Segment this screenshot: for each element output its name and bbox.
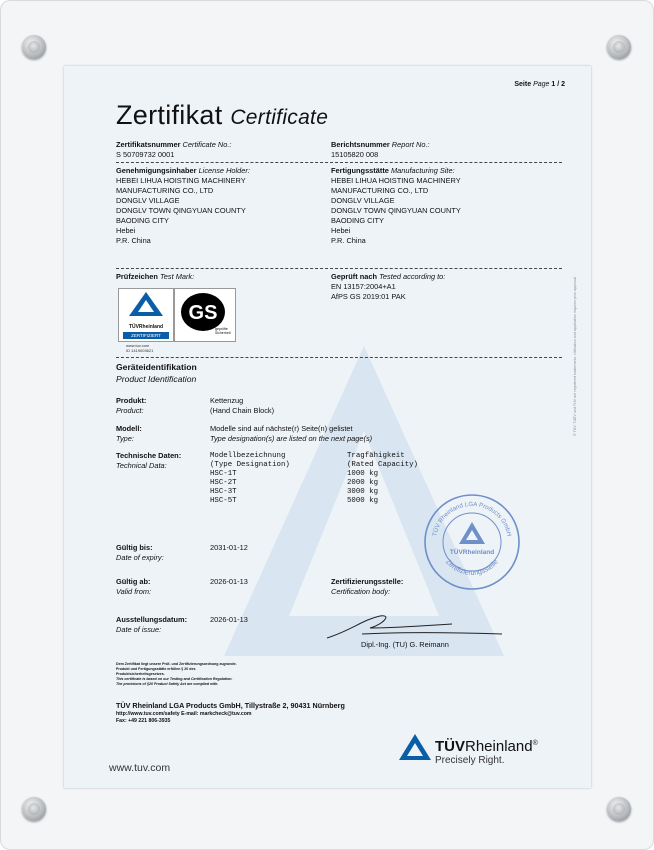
rated-capacity-column: Tragfähigkeit (Rated Capacity) 1000 kg 2000 kg 3000 kg 5000 kg — [347, 452, 418, 505]
type-designation-column: Modellbezeichnung (Type Designation) HSC-1T HSC-2T HSC-3T HSC-5T — [210, 452, 290, 505]
screw-bottom-left-icon — [22, 797, 46, 821]
screw-bottom-right-icon — [607, 797, 631, 821]
svg-text:TÜV Rheinland LGA Products Gmb — [431, 501, 512, 537]
product-value: Kettenzug (Hand Chain Block) — [210, 396, 275, 415]
stamp-bottom-text: Zertifizierungsstelle — [444, 558, 500, 577]
product-identification-heading: Geräteidentifikation Product Identification — [116, 362, 197, 384]
certificate-number: Zertifikatsnummer Certificate No.: S 50709732 0001 — [116, 140, 232, 159]
screw-top-left-icon — [22, 35, 46, 59]
signature-icon — [322, 612, 522, 642]
trademark-side-note: ® TÜV, TUEV und TUV are registered trademarks. Utilisation and application requires prior approval. — [573, 276, 577, 436]
tuv-triangle-icon — [119, 289, 173, 319]
screw-top-right-icon — [607, 35, 631, 59]
divider — [116, 268, 562, 269]
gs-test-mark: GS geprüfte Sicherheit — [174, 288, 236, 342]
test-mark-label: Prüfzeichen Test Mark: — [116, 272, 195, 281]
issue-date-value: 2026-01-13 — [210, 615, 248, 624]
tuv-test-mark: TÜVRheinland ZERTIFIZIERT — [118, 288, 174, 342]
report-number: Berichtsnummer Report No.: 15105820 008 — [331, 140, 430, 159]
model-value: Modelle sind auf nächste(r) Seite(n) gelistet Type designation(s) are listed on the next page(s) — [210, 424, 373, 443]
valid-from-label: Gültig ab: Valid from: — [116, 577, 152, 596]
tested-according: Geprüft nach Tested according to: EN 13157:2004+A1 AfPS GS 2019:01 PAK — [331, 272, 446, 301]
divider — [116, 357, 562, 358]
company-address: TÜV Rheinland LGA Products GmbH, Tillystraße 2, 90431 Nürnberg — [116, 701, 345, 710]
certification-body-label: Zertifizierungsstelle: Certification body: — [331, 577, 404, 596]
model-label: Modell: Type: — [116, 424, 142, 443]
expiry-label: Gültig bis: Date of expiry: — [116, 543, 164, 562]
tuv-logo-wordmark: TÜVRheinland® — [435, 738, 538, 755]
company-contact: http://www.tuv.com/safety E-mail: markcheck@tuv.com Fax: +49 221 806-3935 — [116, 711, 252, 724]
manufacturing-site: Fertigungsstätte Manufacturing Site: HEBEI LIHUA HOISTING MACHINERY MANUFACTURING CO., LTD DONGLV VILLAGE DONGLV TOWN QINGYUAN COUNTY BAODING CITY Hebei P.R. China — [331, 166, 461, 245]
certificate-sheet — [64, 66, 591, 788]
product-label: Produkt: Product: — [116, 396, 147, 415]
tuv-slogan: Precisely Right. — [435, 755, 505, 766]
tuv-logo-triangle-icon — [398, 733, 432, 761]
page-title: Zertifikat Certificate — [116, 100, 329, 130]
valid-from-value: 2026-01-13 — [210, 577, 248, 586]
divider — [116, 162, 562, 163]
page-indicator: Seite Page 1 / 2 — [514, 81, 565, 88]
signer-name: Dipl.-Ing. (TU) G. Reimann — [361, 640, 449, 649]
stamp-center-text: TÜVRheinland — [449, 549, 495, 556]
footer-website: www.tuv.com — [109, 762, 171, 774]
fine-print: Dem Zertifikat liegt unsere Prüf- und Zertifizierungsordnung zugrunde. Produkt und Fertigungsstätte erfüllen § 20 des Produktsicherheitsgesetzes. This certificate is based on our Testing and Certification Regulation. The provisions of §20 Product Safety Act are complied with. — [116, 662, 237, 686]
test-mark-id: www.tuv.com ID 1419003621 — [126, 343, 154, 353]
certification-stamp-icon — [422, 492, 522, 592]
svg-text:GS: GS — [188, 302, 218, 324]
license-holder: Genehmigungsinhaber License Holder: HEBEI LIHUA HOISTING MACHINERY MANUFACTURING CO., LTD DONGLV VILLAGE DONGLV TOWN QINGYUAN COUNTY BAODING CITY Hebei P.R. China — [116, 166, 250, 245]
svg-text:Zertifizierungsstelle — [444, 559, 500, 577]
stamp-top-text: TÜV Rheinland LGA Products GmbH — [431, 500, 513, 537]
technical-data-label: Technische Daten: Technical Data: — [116, 451, 182, 470]
expiry-value: 2031-01-12 — [210, 543, 248, 552]
issue-date-label: Ausstellungsdatum: Date of issue: — [116, 615, 188, 634]
